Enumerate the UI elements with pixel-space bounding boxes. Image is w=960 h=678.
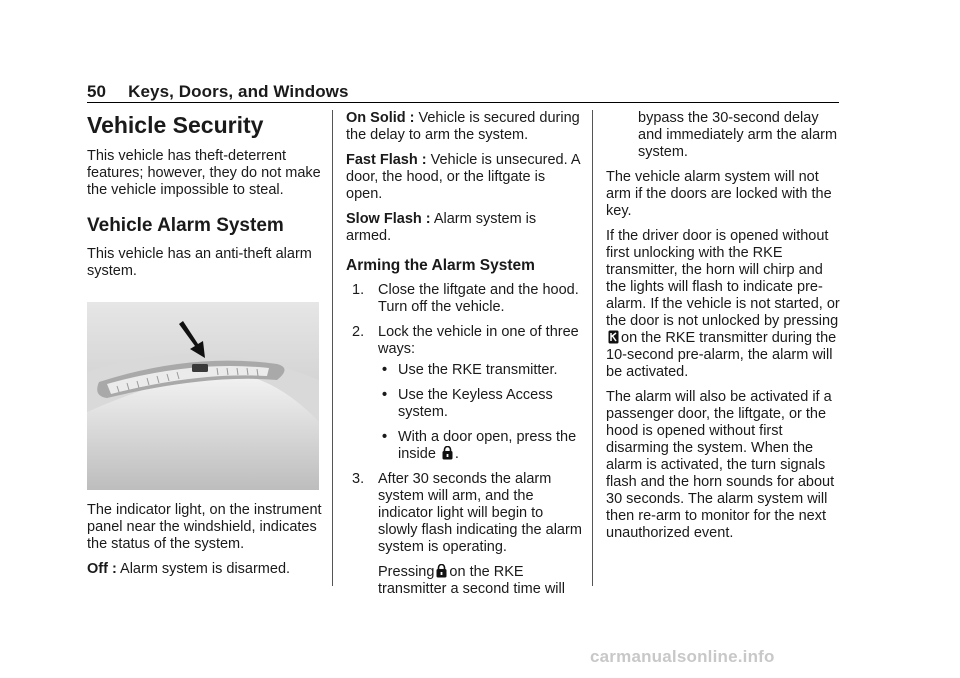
pressing-word: Pressing	[378, 564, 435, 580]
status-solid-label: On Solid :	[346, 110, 415, 126]
alarm-paragraph: This vehicle has an anti-theft alarm system.	[87, 246, 312, 279]
status-solid	[346, 110, 582, 144]
paragraph-key-lock: The vehicle alarm system will not arm if the doors are locked with the key.	[606, 169, 832, 219]
status-off	[87, 561, 323, 578]
alarm-heading: Vehicle Alarm System	[87, 215, 284, 236]
unlock-icon	[608, 330, 619, 344]
photo-caption: The indicator light, on the instrument panel near the windshield, indicates the status of the system.	[87, 502, 322, 552]
column-divider	[332, 110, 333, 586]
bullet-text-end: .	[454, 446, 459, 462]
header-rule	[87, 102, 839, 103]
column-3	[606, 110, 842, 550]
step-item	[346, 282, 582, 316]
rke-text: on the RKE transmitter a second time will	[378, 564, 565, 597]
pre-alarm-text-end: on the RKE transmitter during the 10-second pre-alarm, the alarm will be activated.	[606, 330, 837, 380]
column-1	[87, 110, 323, 586]
pre-alarm-text: If the driver door is opened without first unlocking with the RKE transmitter, the horn will chirp and the lights will flash to indicate pre-alarm. If the vehicle is not started, or the door is not unlocked by pressing	[606, 228, 840, 329]
bullet-item: • Use the RKE transmitter.	[382, 362, 558, 378]
lock-icon	[442, 446, 453, 460]
page-number: 50	[87, 82, 107, 101]
step3-continuation: bypass the 30-second delay and immediately arm the alarm system.	[638, 110, 838, 160]
lock-icon	[436, 564, 447, 578]
status-slow-label: Slow Flash :	[346, 211, 431, 227]
arming-steps	[346, 282, 582, 598]
column-2	[346, 110, 582, 606]
bullet-item: • With a door open, press the inside .	[382, 429, 577, 462]
status-fast-flash	[346, 152, 582, 203]
step-text: Lock the vehicle in one of three ways:	[378, 324, 579, 357]
bullet-text: Use the Keyless Access system.	[398, 387, 553, 420]
lock-methods	[378, 362, 582, 463]
step-number: 3.	[352, 471, 365, 487]
bullet-text: With a door open, press the inside	[398, 429, 577, 462]
status-fast-label: Fast Flash :	[346, 152, 427, 168]
paragraph-pre-alarm	[606, 228, 842, 381]
status-off-text: Alarm system is disarmed.	[120, 561, 291, 577]
section-title: Keys, Doors, and Windows	[128, 82, 349, 101]
step-text: Close the liftgate and the hood. Turn off the vehicle.	[378, 282, 579, 315]
status-solid-text: Vehicle is secured during the delay to arm the system.	[346, 110, 580, 143]
step-number: 2.	[352, 324, 365, 340]
step-text: After 30 seconds the alarm system will arm, and the indicator light will begin to slowly flash indicating the alarm system is operating.	[378, 471, 582, 555]
indicator-light-photo	[87, 302, 319, 490]
page-title: Vehicle Security	[87, 112, 264, 138]
arming-heading: Arming the Alarm System	[346, 257, 535, 274]
page-header	[87, 82, 349, 102]
status-fast-text: Vehicle is unsecured. A door, the hood, or the liftgate is open.	[346, 152, 580, 202]
bullet-text: Use the RKE transmitter.	[398, 362, 558, 378]
column-divider	[592, 110, 593, 586]
paragraph-activation: The alarm will also be activated if a passenger door, the liftgate, or the hood is opened without first disarming the system. When the alarm is activated, the turn signals flash and the horn sounds for about 30 seconds. The alarm system will then re-arm to monitor for the next unauthorized event.	[606, 389, 835, 541]
step-item	[346, 324, 582, 463]
status-off-label: Off :	[87, 561, 117, 577]
step-text-continued	[378, 564, 582, 598]
status-slow-flash	[346, 211, 582, 245]
status-slow-text: Alarm system is armed.	[346, 211, 537, 244]
intro-paragraph: This vehicle has theft-deterrent features; however, they do not make the vehicle impossible to steal.	[87, 148, 321, 198]
step-item	[346, 471, 582, 598]
watermark: carmanualsonline.info	[590, 647, 775, 666]
step-number: 1.	[352, 282, 365, 298]
bullet-item: • Use the Keyless Access system.	[382, 387, 553, 420]
